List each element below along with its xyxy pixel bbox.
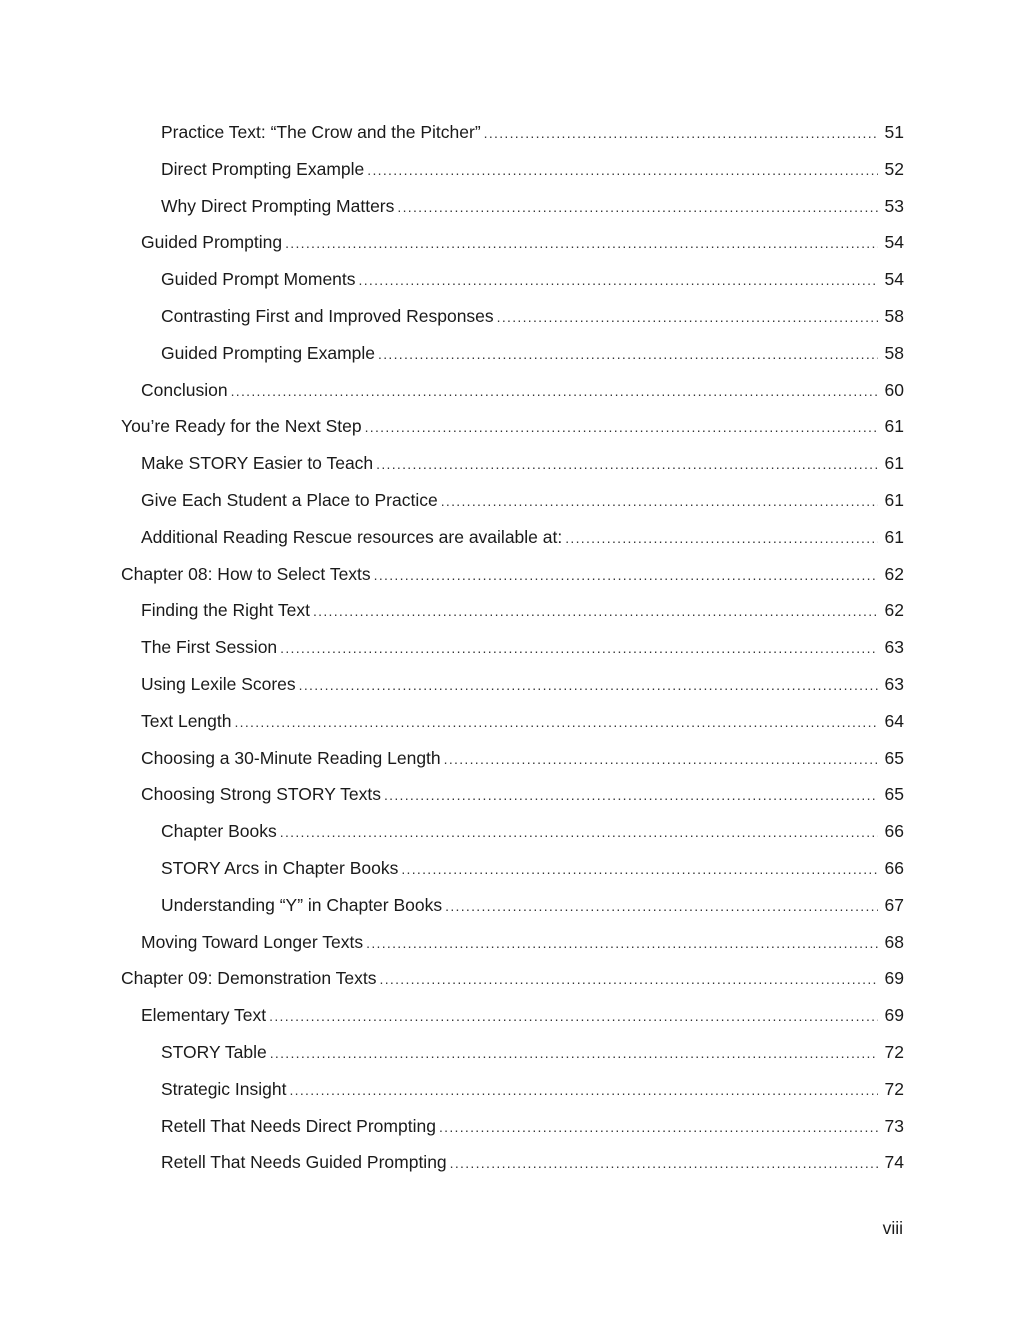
toc-entry-title: Elementary Text — [141, 1005, 267, 1026]
toc-entry[interactable] — [0, 850, 1024, 887]
toc-entry-page-number: 72 — [884, 1041, 904, 1062]
toc-entry-title: The First Session — [141, 637, 278, 658]
dot-leader — [366, 925, 878, 962]
toc-entry[interactable] — [0, 887, 1024, 924]
dot-leader — [367, 152, 878, 189]
dot-leader — [565, 520, 878, 557]
dot-leader — [231, 373, 878, 410]
toc-entry-title: Make STORY Easier to Teach — [141, 453, 374, 474]
page-number: viii — [882, 1218, 903, 1238]
toc-entry[interactable] — [0, 224, 1024, 261]
dot-leader — [365, 409, 878, 446]
toc-entry[interactable] — [0, 776, 1024, 813]
toc-entry[interactable] — [0, 445, 1024, 482]
dot-leader — [270, 1035, 878, 1072]
toc-entry-page-number: 54 — [884, 232, 904, 253]
toc-entry-title: Using Lexile Scores — [141, 673, 296, 694]
dot-leader — [380, 961, 878, 998]
toc-entry[interactable] — [0, 666, 1024, 703]
dot-leader — [441, 483, 878, 520]
toc-entry-title: Choosing a 30-Minute Reading Length — [141, 747, 441, 768]
toc-entry[interactable] — [0, 372, 1024, 409]
toc-entry-title: Give Each Student a Place to Practice — [141, 489, 438, 510]
toc-entry[interactable] — [0, 1108, 1024, 1145]
table-of-contents — [0, 114, 1024, 1181]
toc-entry[interactable] — [0, 924, 1024, 961]
toc-entry-page-number: 53 — [884, 195, 904, 216]
dot-leader — [444, 741, 878, 778]
dot-leader — [359, 262, 878, 299]
dot-leader — [401, 851, 878, 888]
toc-entry-title: Conclusion — [141, 379, 228, 400]
toc-entry-page-number: 61 — [884, 489, 904, 510]
dot-leader — [374, 557, 878, 594]
toc-entry[interactable] — [0, 408, 1024, 445]
toc-entry-page-number: 68 — [884, 931, 904, 952]
toc-entry[interactable] — [0, 703, 1024, 740]
toc-entry-page-number: 52 — [884, 158, 904, 179]
toc-entry-page-number: 66 — [884, 857, 904, 878]
toc-entry[interactable] — [0, 298, 1024, 335]
toc-entry-page-number: 69 — [884, 1005, 904, 1026]
toc-entry-title: Guided Prompting Example — [161, 342, 375, 363]
toc-entry[interactable] — [0, 1071, 1024, 1108]
dot-leader — [285, 225, 878, 262]
toc-entry-page-number: 74 — [884, 1152, 904, 1173]
toc-entry-title: Guided Prompt Moments — [161, 269, 356, 290]
toc-entry-title: Direct Prompting Example — [161, 158, 365, 179]
toc-entry-title: Moving Toward Longer Texts — [141, 931, 364, 952]
toc-entry[interactable] — [0, 335, 1024, 372]
toc-entry[interactable] — [0, 813, 1024, 850]
dot-leader — [269, 998, 878, 1035]
toc-entry[interactable] — [0, 188, 1024, 225]
toc-entry[interactable] — [0, 592, 1024, 629]
toc-entry-page-number: 69 — [884, 968, 904, 989]
dot-leader — [384, 777, 878, 814]
toc-entry-title: Finding the Right Text — [141, 600, 310, 621]
toc-entry-page-number: 62 — [884, 600, 904, 621]
dot-leader — [289, 1072, 878, 1109]
toc-entry-page-number: 64 — [884, 710, 904, 731]
toc-entry-title: Chapter Books — [161, 821, 277, 842]
toc-entry-page-number: 63 — [884, 637, 904, 658]
dot-leader — [378, 336, 878, 373]
toc-entry-title: Chapter 08: How to Select Texts — [121, 563, 371, 584]
toc-entry[interactable] — [0, 1034, 1024, 1071]
toc-entry-page-number: 54 — [884, 269, 904, 290]
dot-leader — [299, 667, 878, 704]
toc-entry-title: STORY Table — [161, 1041, 267, 1062]
toc-entry-page-number: 60 — [884, 379, 904, 400]
dot-leader — [280, 814, 878, 851]
toc-entry[interactable] — [0, 960, 1024, 997]
toc-entry-title: Chapter 09: Demonstration Texts — [121, 968, 377, 989]
toc-entry-title: Text Length — [141, 710, 232, 731]
toc-entry-title: Retell That Needs Direct Prompting — [161, 1115, 436, 1136]
toc-entry-page-number: 61 — [884, 526, 904, 547]
toc-entry-title: You’re Ready for the Next Step — [121, 416, 362, 437]
toc-entry-page-number: 58 — [884, 342, 904, 363]
toc-entry-title: Strategic Insight — [161, 1078, 287, 1099]
toc-entry-title: Additional Reading Rescue resources are available at: — [141, 526, 563, 547]
toc-entry[interactable] — [0, 997, 1024, 1034]
toc-entry-page-number: 73 — [884, 1115, 904, 1136]
toc-entry-title: Contrasting First and Improved Responses — [161, 305, 494, 326]
toc-entry[interactable] — [0, 1144, 1024, 1181]
toc-entry-page-number: 51 — [884, 122, 904, 142]
dot-leader — [313, 593, 878, 630]
toc-entry[interactable] — [0, 114, 1024, 151]
dot-leader — [484, 115, 878, 152]
dot-leader — [439, 1109, 878, 1146]
toc-entry-title: STORY Arcs in Chapter Books — [161, 857, 399, 878]
toc-entry[interactable] — [0, 740, 1024, 777]
toc-entry-page-number: 62 — [884, 563, 904, 584]
toc-entry-page-number: 61 — [884, 416, 904, 437]
toc-entry-title: Retell That Needs Guided Prompting — [161, 1152, 447, 1173]
toc-entry-title: Understanding “Y” in Chapter Books — [161, 894, 443, 915]
toc-entry-page-number: 65 — [884, 747, 904, 768]
toc-entry[interactable] — [0, 151, 1024, 188]
toc-entry-page-number: 65 — [884, 784, 904, 805]
toc-entry-page-number: 66 — [884, 821, 904, 842]
dot-leader — [397, 189, 878, 226]
toc-entry-page-number: 63 — [884, 673, 904, 694]
dot-leader — [376, 446, 878, 483]
toc-entry-title: Practice Text: “The Crow and the Pitcher” — [161, 122, 481, 142]
dot-leader — [445, 888, 878, 925]
toc-entry[interactable] — [0, 482, 1024, 519]
toc-entry[interactable] — [0, 556, 1024, 593]
toc-entry-page-number: 58 — [884, 305, 904, 326]
toc-entry[interactable] — [0, 629, 1024, 666]
toc-entry-page-number: 67 — [884, 894, 904, 915]
toc-entry-page-number: 61 — [884, 453, 904, 474]
toc-entry[interactable] — [0, 519, 1024, 556]
dot-leader — [234, 704, 878, 741]
toc-entry-title: Choosing Strong STORY Texts — [141, 784, 381, 805]
dot-leader — [280, 630, 878, 667]
toc-entry[interactable] — [0, 261, 1024, 298]
toc-entry-title: Why Direct Prompting Matters — [161, 195, 395, 216]
toc-entry-page-number: 72 — [884, 1078, 904, 1099]
dot-leader — [450, 1145, 878, 1182]
dot-leader — [497, 299, 878, 336]
toc-entry-title: Guided Prompting — [141, 232, 283, 253]
